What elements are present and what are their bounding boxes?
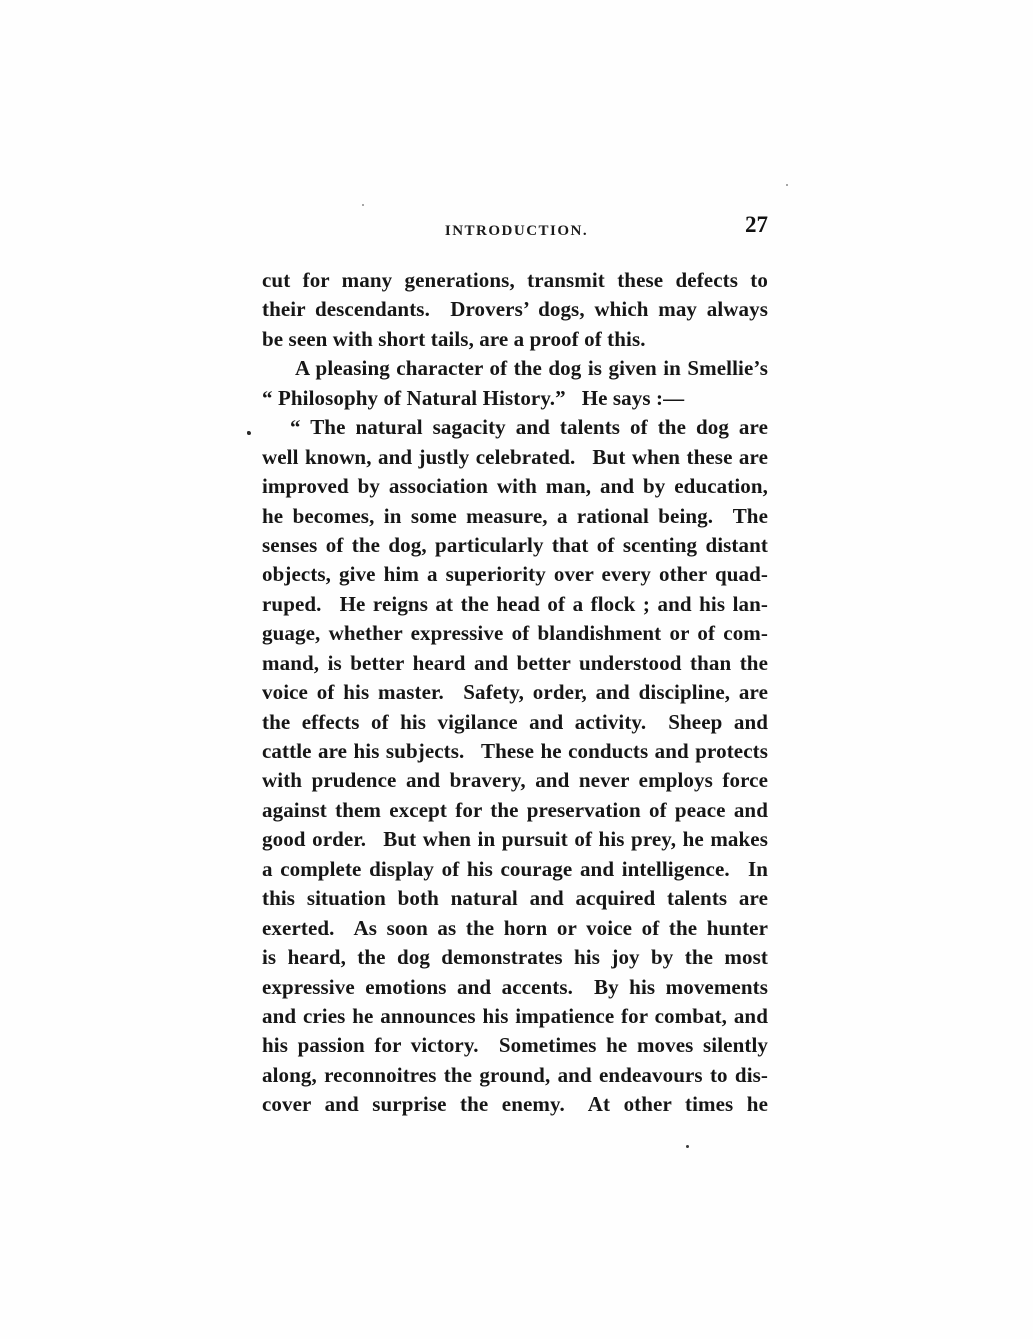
text-line: senses of the dog, particularly that of scenting distant — [262, 532, 768, 557]
text-line: expressive emotions and accents. By his movements — [262, 974, 768, 999]
text-line: this situation both natural and acquired talents are — [262, 886, 768, 911]
text-line: be seen with short tails, are a proof of this. — [262, 326, 646, 351]
scan-speck — [786, 184, 788, 186]
text-line: “ The natural sagacity and talents of the dog are — [290, 415, 768, 440]
text-line: their descendants. Drovers’ dogs, which may always — [262, 297, 768, 322]
running-header — [0, 222, 1033, 240]
scan-speck — [362, 204, 364, 206]
text-line: voice of his master. Safety, order, and discipline, are — [262, 680, 768, 705]
scan-speck — [247, 431, 251, 435]
text-line: cover and surprise the enemy. At other times he — [262, 1092, 768, 1117]
page-number: 27 — [745, 212, 768, 237]
text-line: objects, give him a superiority over every other quad- — [262, 562, 768, 587]
text-line: is heard, the dog demonstrates his joy by the most — [262, 945, 768, 970]
text-block — [262, 266, 768, 1120]
text-line: the effects of his vigilance and activity. Sheep and — [262, 709, 768, 734]
text-line: good order. But when in pursuit of his prey, he makes — [262, 827, 768, 852]
scan-speck — [686, 1145, 689, 1148]
text-line: with prudence and bravery, and never employs force — [262, 768, 768, 793]
text-line: guage, whether expressive of blandishment or of com- — [262, 621, 768, 646]
text-line: ruped. He reigns at the head of a flock ; and his lan- — [262, 591, 768, 616]
text-line: exerted. As soon as the horn or voice of the hunter — [262, 915, 768, 940]
text-line: mand, is better heard and better understood than the — [262, 650, 768, 675]
text-line: improved by association with man, and by education, — [262, 474, 768, 499]
text-line: cut for many generations, transmit these defects to — [262, 268, 768, 292]
text-line: “ Philosophy of Natural History.” He says :— — [262, 385, 685, 410]
text-line: his passion for victory. Sometimes he moves silently — [262, 1033, 768, 1058]
text-line: A pleasing character of the dog is given in Smellie’s — [295, 356, 768, 381]
text-line: a complete display of his courage and intelligence. In — [262, 856, 768, 881]
text-line: along, reconnoitres the ground, and endeavours to dis- — [262, 1062, 768, 1087]
text-line: well known, and justly celebrated. But when these are — [262, 444, 768, 469]
page-title: INTRODUCTION. — [444, 223, 589, 239]
text-line: cattle are his subjects. These he conducts and protects — [262, 739, 768, 763]
text-line: against them except for the preservation of peace and — [262, 797, 768, 822]
text-line: and cries he announces his impatience for combat, and — [262, 1003, 768, 1028]
text-line: he becomes, in some measure, a rational being. The — [262, 503, 768, 528]
